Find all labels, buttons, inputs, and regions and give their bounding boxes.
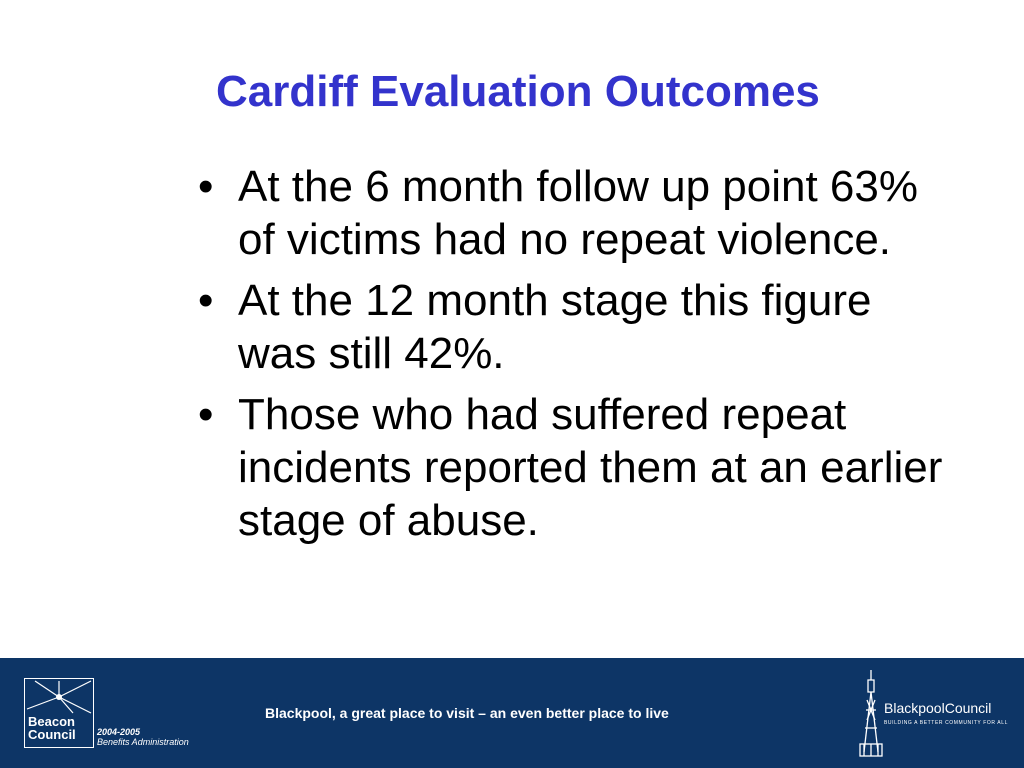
blackpool-tower-icon	[858, 670, 884, 758]
beacon-department: Benefits Administration	[97, 737, 189, 747]
beacon-council-logo	[24, 678, 94, 748]
footer-tagline: Blackpool, a great place to visit – an even better place to live	[265, 705, 669, 721]
bullet-text: At the 6 month follow up point 63% of victims had no repeat violence.	[238, 162, 918, 264]
slide-title: Cardiff Evaluation Outcomes	[216, 67, 820, 116]
bullet-text: Those who had suffered repeat incidents reported them at an earlier stage of abuse.	[238, 390, 943, 545]
footer-bar	[0, 658, 1024, 768]
beacon-council-name: Beacon Council	[28, 714, 76, 742]
beacon-years: 2004-2005	[97, 727, 141, 737]
blackpool-council-name: BlackpoolCouncil	[884, 700, 992, 716]
bullet-marker: •	[198, 390, 214, 439]
bullet-text: At the 12 month stage this figure was still 42%.	[238, 276, 872, 378]
bullet-item	[196, 274, 956, 380]
bullet-item	[196, 388, 956, 547]
bullet-marker: •	[198, 162, 214, 211]
bullet-list	[196, 160, 956, 555]
bullet-marker: •	[198, 276, 214, 325]
bullet-item	[196, 160, 956, 266]
blackpool-council-tagline: BUILDING A BETTER COMMUNITY FOR ALL	[884, 720, 1008, 726]
